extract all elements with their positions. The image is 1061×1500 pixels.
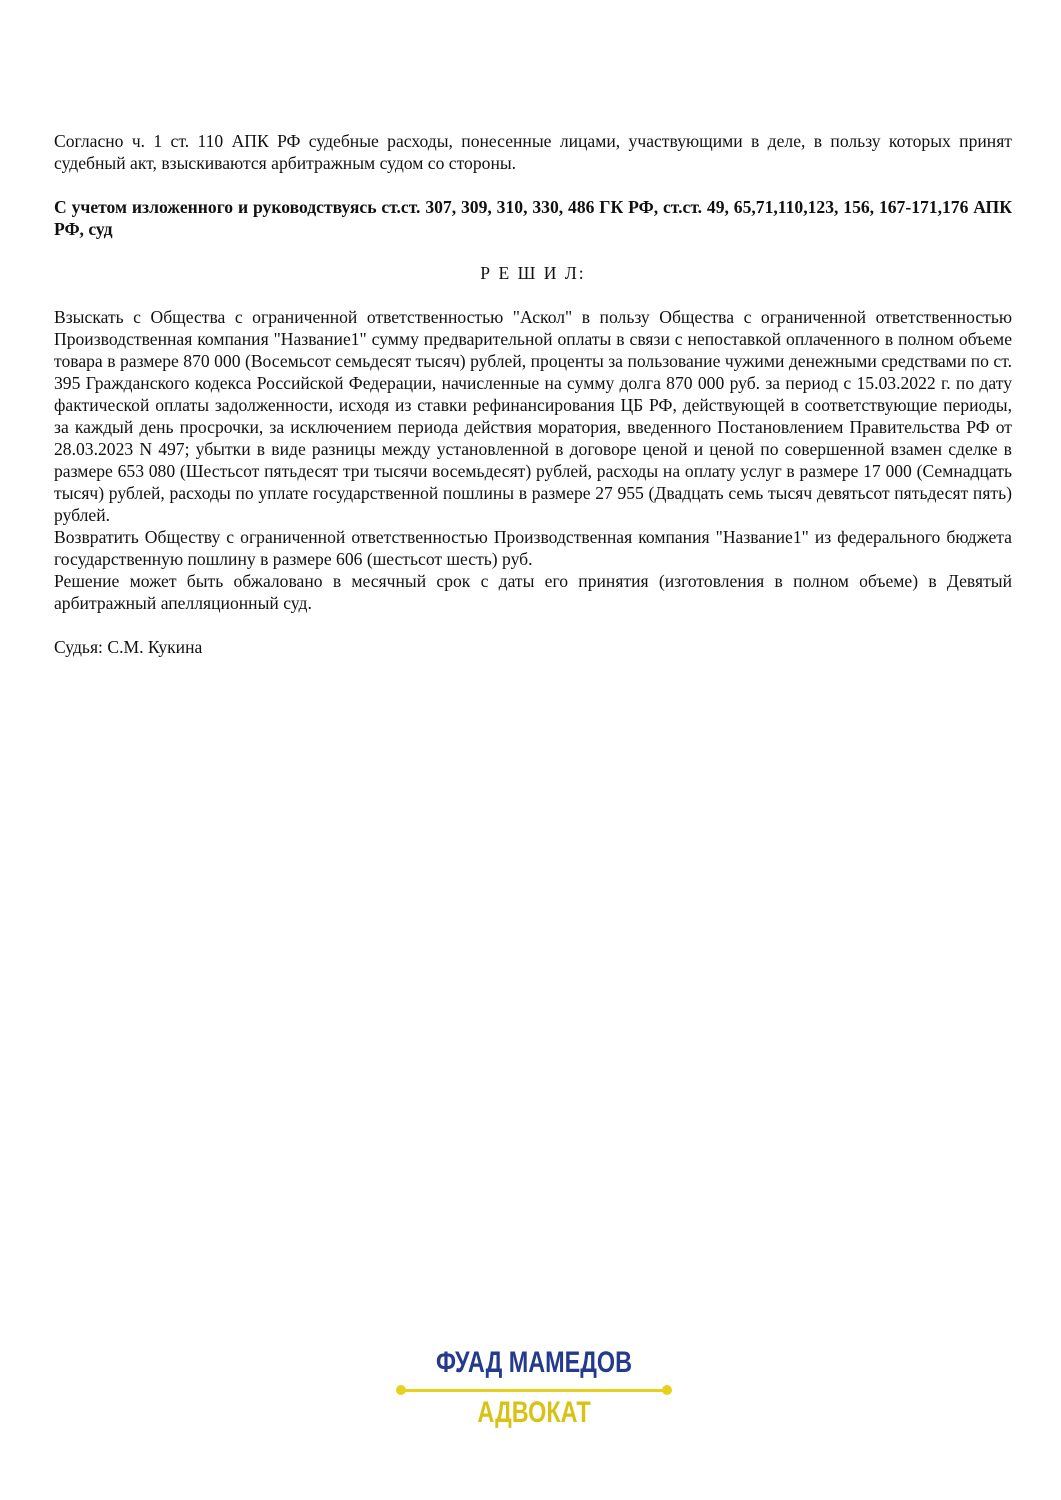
lawyer-logo [396, 1346, 672, 1429]
judge-signature: Судья: С.М. Кукина [54, 637, 203, 657]
paragraph-refund: Возвратить Обществу с ограниченной ответственностью Производственная компания "Название1" из федерального бюджета государственную пошлину в размере 606 (шестьсот шесть) руб. [54, 527, 1012, 569]
logo-name: ФУАД МАМЕДОВ [435, 1346, 633, 1379]
logo-title: АДВОКАТ [477, 1396, 591, 1429]
document-page [54, 130, 1012, 658]
logo-dot-right [662, 1385, 672, 1395]
logo-dot-left [396, 1385, 406, 1395]
decision-heading: Р Е Ш И Л: [480, 263, 586, 283]
logo-divider [402, 1389, 666, 1392]
paragraph-legal-basis: С учетом изложенного и руководствуясь ст.ст. 307, 309, 310, 330, 486 ГК РФ, ст.ст. 49, 65,71,110,123, 156, 167-171,176 АПК РФ, суд [54, 197, 1012, 239]
paragraph-recover: Взыскать с Общества с ограниченной ответственностью "Аскол" в пользу Общества с ограниченной ответственностью Производственная компания "Название1" сумму предварительной оплаты в связи с непоставкой оплаченного в полном объеме товара в размере 870 000 (Восемьсот семьдесят тысяч) рублей, проценты за пользование чужими денежными средствами по ст. 395 Гражданского кодекса Российской Федерации, начисленные на сумму долга 870 000 руб. за период с 15.03.2022 г. по дату фактической оплаты задолженности, исходя из ставки рефинансирования ЦБ РФ, действующей в соответствующие периоды, за каждый день просрочки, за исключением периода действия моратория, введенного Постановлением Правительства РФ от 28.03.2023 N 497; убытки в виде разницы между установленной в договоре ценой и ценой по совершенной взамен сделке в размере 653 080 (Шестьсот пятьдесят три тысячи восемьдесят) рублей, расходы на оплату услуг в размере 17 000 (Семнадцать тысяч) рублей, расходы по уплате государственной пошлины в размере 27 955 (Двадцать семь тысяч девятьсот пятьдесят пять) рублей. [54, 307, 1012, 525]
paragraph-court-costs: Согласно ч. 1 ст. 110 АПК РФ судебные расходы, понесенные лицами, участвующими в деле, в пользу которых принят судебный акт, взыскиваются арбитражным судом со стороны. [54, 131, 1012, 173]
paragraph-appeal: Решение может быть обжаловано в месячный срок с даты его принятия (изготовления в полном объеме) в Девятый арбитражный апелляционный суд. [54, 571, 1012, 613]
